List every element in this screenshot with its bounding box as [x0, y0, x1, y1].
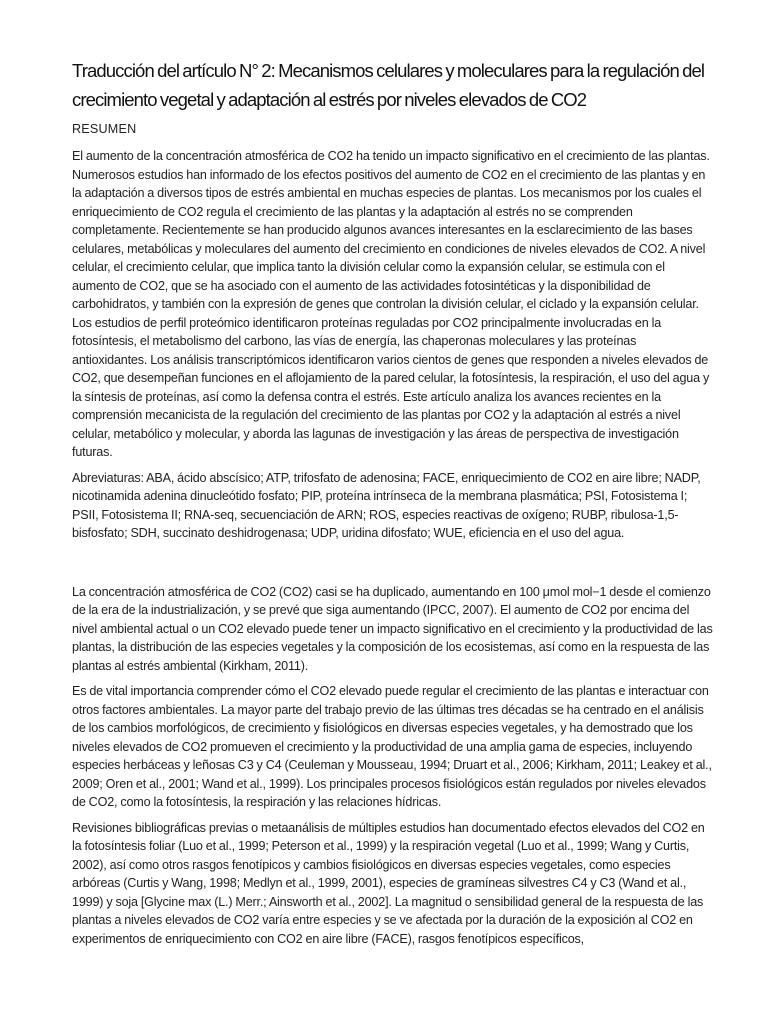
- document-page: [72, 56, 714, 955]
- section-heading-resumen: RESUMEN: [72, 122, 137, 136]
- abbreviations-paragraph: Abreviaturas: ABA, ácido abscísico; ATP, trifosfato de adenosina; FACE, enriquecimiento de CO2 en aire libre; NADP, nicotinamida adenina dinucleótido fosfato; PIP, proteína intrínseca de la membrana plasmática; PSI, Fotosistema I; PSII, Fotosistema II; RNA-seq, secuenciación de ARN; ROS, especies reactivas de oxígeno; RUBP, ribulosa-1,5-bisfosfato; SDH, succinato deshidrogenasa; UDP, uridina difosfato; WUE, eficiencia en el uso del agua.: [72, 470, 701, 540]
- body-paragraph-3: Revisiones bibliográficas previas o metaanálisis de múltiples estudios han documentado efectos elevados del CO2 en la fotosíntesis foliar (Luo et al., 1999; Peterson et al., 1999) y la respiración vegetal (Luo et al., 1999; Wang y Curtis, 2002), así como otros rasgos fenotípicos y cambios fisiológicos en diversas especies vegetales, como especies arbóreas (Curtis y Wang, 1998; Medlyn et al., 1999, 2001), especies de gramíneas silvestres C4 y C3 (Wand et al., 1999) y soja [Glycine max (L.) Merr.; Ainsworth et al., 2002]. La magnitud o sensibilidad general de la respuesta de las plantas a niveles elevados de CO2 varía entre especies y se ve afectada por la duración de la exposición al CO2 en experimentos de enriquecimiento con CO2 en aire libre (FACE), rasgos fenotípicos específicos,: [72, 820, 705, 946]
- body-paragraph-2: Es de vital importancia comprender cómo el CO2 elevado puede regular el crecimiento de las plantas e interactuar con otros factores ambientales. La mayor parte del trabajo previo de las últimas tres décadas se ha centrado en el análisis de los cambios morfológicos, de crecimiento y fisiológicos en diversas especies vegetales, y ha demostrado que los niveles elevados de CO2 promueven el crecimiento y la productividad de una amplia gama de especies, incluyendo especies herbáceas y leñosas C3 y C4 (Ceuleman y Mousseau, 1994; Druart et al., 2006; Kirkham, 2011; Leakey et al., 2009; Oren et al., 2001; Wand et al., 1999). Los principales procesos fisiológicos están regulados por niveles elevados de CO2, como la fotosíntesis, la respiración y las relaciones hídricas.: [72, 684, 712, 809]
- document-title: Traducción del artículo N° 2: Mecanismos celulares y moleculares para la regulación del crecimiento vegetal y adaptación al estrés por niveles elevados de CO2: [72, 60, 705, 110]
- body-paragraph-1: La concentración atmosférica de CO2 (CO2) casi se ha duplicado, aumentando en 100 μmol mol−1 desde el comienzo de la era de la industrialización, y se prevé que siga aumentando (IPCC, 2007). El aumento de CO2 por encima del nivel ambiental actual o un CO2 elevado puede tener un impacto significativo en el crecimiento y la productividad de las plantas, la distribución de las especies vegetales y la composición de los ecosistemas, así como en la respuesta de las plantas al estrés ambiental (Kirkham, 2011).: [72, 584, 713, 673]
- abstract-paragraph: El aumento de la concentración atmosférica de CO2 ha tenido un impacto significativo en el crecimiento de las plantas. Numerosos estudios han informado de los efectos positivos del aumento de CO2 en el crecimiento de las plantas y en la adaptación a diversos tipos de estrés ambiental en muchas especies de plantas. Los mecanismos por los cuales el enriquecimiento de CO2 regula el crecimiento de las plantas y la adaptación al estrés no se comprenden completamente. Recientemente se han producido algunos avances interesantes en la esclarecimiento de las bases celulares, metabólicas y moleculares del aumento del crecimiento en condiciones de niveles elevados de CO2. A nivel celular, el crecimiento celular, que implica tanto la división celular como la expansión celular, se estimula con el aumento de CO2, que se ha asociado con el aumento de las actividades fotosintéticas y la disponibilidad de carbohidratos, y también con la expresión de genes que controlan la división celular, el ciclado y la expansión celular. Los estudios de perfil proteómico identificaron proteínas reguladas por CO2 principalmente involucradas en la fotosíntesis, el metabolismo del carbono, las vías de energía, las chaperonas moleculares y las proteínas antioxidantes. Los análisis transcriptómicos identificaron varios cientos de genes que responden a niveles elevados de CO2, que desempeñan funciones en el aflojamiento de la pared celular, la fotosíntesis, la respiración, el uso del agua y la síntesis de proteínas, así como la defensa contra el estrés. Este artículo analiza los avances recientes en la comprensión mecanicista de la regulación del crecimiento de las plantas por CO2 y la adaptación al estrés a nivel celular, metabólico y molecular, y aborda las lagunas de investigación y las áreas de perspectiva de investigación futuras.: [72, 149, 710, 459]
